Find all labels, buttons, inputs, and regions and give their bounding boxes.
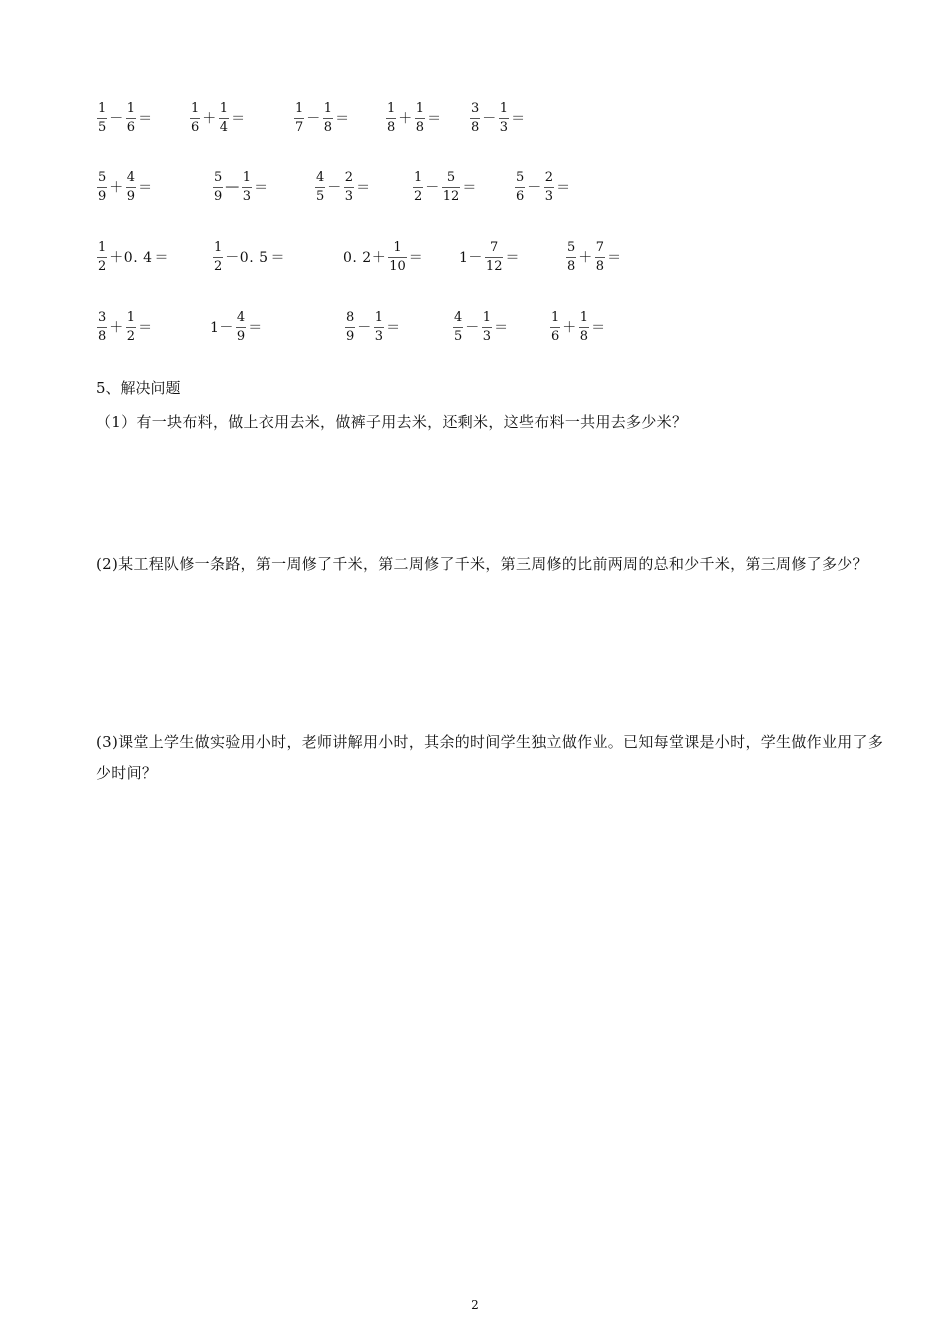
numerator: 1 xyxy=(98,239,107,255)
operator: － xyxy=(327,180,342,196)
denominator: 3 xyxy=(544,188,554,204)
denominator: 6 xyxy=(191,119,200,135)
numerator: 1 xyxy=(579,309,589,325)
denominator: 9 xyxy=(98,188,107,204)
denominator: 8 xyxy=(415,119,425,135)
denominator: 8 xyxy=(471,119,480,135)
numerator: 1 xyxy=(126,309,136,325)
fraction xyxy=(242,171,252,204)
equals-sign: ＝ xyxy=(505,250,520,266)
denominator: 2 xyxy=(98,258,107,274)
exercise-2-4 xyxy=(412,162,478,212)
equals-sign: ＝ xyxy=(607,250,622,266)
fraction xyxy=(482,311,492,344)
fraction xyxy=(566,241,576,274)
fraction xyxy=(190,102,200,135)
fraction xyxy=(236,311,246,344)
denominator: 6 xyxy=(551,328,560,344)
equals-sign: ＝ xyxy=(138,320,153,336)
exercise-3-5 xyxy=(565,232,623,282)
denominator: 8 xyxy=(98,328,107,344)
equals-sign: ＝ xyxy=(494,320,509,336)
denominator: 5 xyxy=(454,328,463,344)
operator: ＋ xyxy=(398,111,413,127)
operator: － xyxy=(425,180,440,196)
numerator: 1 xyxy=(98,100,107,116)
exercise-2-3 xyxy=(314,162,372,212)
fraction xyxy=(97,311,107,344)
equals-sign: ＝ xyxy=(386,320,401,336)
exercise-row-3 xyxy=(0,232,950,282)
equals-sign: ＝ xyxy=(335,111,350,127)
exercise-2-1 xyxy=(96,162,154,212)
numerator: 1 xyxy=(393,239,402,255)
fraction xyxy=(323,102,333,135)
exercise-1-2 xyxy=(189,93,247,143)
exercise-2-5 xyxy=(514,162,572,212)
numerator: 1 xyxy=(551,309,560,325)
operator: － xyxy=(482,111,497,127)
denominator: 3 xyxy=(499,119,509,135)
operator: ＋ xyxy=(562,320,577,336)
operator: ＋ xyxy=(109,180,124,196)
exercise-1-4 xyxy=(385,93,443,143)
numerator: 4 xyxy=(316,169,325,185)
denominator: 7 xyxy=(295,119,304,135)
fraction xyxy=(97,171,107,204)
fraction xyxy=(470,102,480,135)
exercise-3-2 xyxy=(212,232,286,282)
fraction xyxy=(442,171,461,204)
denominator: 3 xyxy=(242,188,252,204)
numerator: 5 xyxy=(98,169,107,185)
denominator: 9 xyxy=(214,188,223,204)
numerator: 5 xyxy=(516,169,525,185)
expr-prefix: 1－ xyxy=(210,320,234,336)
fraction xyxy=(126,171,136,204)
numerator: 1 xyxy=(219,100,229,116)
equals-sign: ＝ xyxy=(248,320,263,336)
numerator: 1 xyxy=(387,100,396,116)
denominator: 6 xyxy=(126,119,136,135)
fraction xyxy=(515,171,525,204)
equals-sign: ＝ xyxy=(138,111,153,127)
fraction xyxy=(550,311,560,344)
operator: － xyxy=(465,320,480,336)
numerator: 5 xyxy=(567,239,576,255)
numerator: 1 xyxy=(415,100,425,116)
exercise-1-1 xyxy=(96,93,154,143)
operator: －0. 5 xyxy=(225,250,269,266)
fraction xyxy=(213,171,223,204)
numerator: 4 xyxy=(454,309,463,325)
numerator: 2 xyxy=(544,169,554,185)
operator: ＋ xyxy=(109,320,124,336)
numerator: 1 xyxy=(482,309,492,325)
numerator: 5 xyxy=(214,169,223,185)
equals-sign: ＝ xyxy=(254,180,269,196)
numerator: 7 xyxy=(595,239,605,255)
problem-3: (3)课堂上学生做实验用小时，老师讲解用小时，其余的时间学生独立做作业。已知每堂课是小时，学生做作业用了多少时间？ xyxy=(96,733,884,782)
fraction xyxy=(374,311,384,344)
denominator: 8 xyxy=(579,328,589,344)
numerator: 4 xyxy=(236,309,246,325)
expr-prefix: 1－ xyxy=(459,250,483,266)
numerator: 1 xyxy=(323,100,333,116)
expr-prefix: 0. 2＋ xyxy=(343,250,387,266)
exercise-3-4 xyxy=(458,232,521,282)
fraction xyxy=(453,311,463,344)
equals-sign: ＝ xyxy=(138,180,153,196)
numerator: 2 xyxy=(344,169,354,185)
denominator: 12 xyxy=(442,188,460,204)
fraction xyxy=(126,102,136,135)
exercise-2-2 xyxy=(212,162,270,212)
problem-2: (2)某工程队修一条路，第一周修了千米，第二周修了千米，第三周修的比前两周的总和少千米，第三周修了多少？ xyxy=(96,555,868,573)
equals-sign: ＝ xyxy=(556,180,571,196)
fraction xyxy=(485,241,504,274)
operator: － xyxy=(527,180,542,196)
denominator: 4 xyxy=(219,119,229,135)
numerator: 1 xyxy=(242,169,252,185)
equals-sign: ＝ xyxy=(462,180,477,196)
denominator: 2 xyxy=(126,328,136,344)
denominator: 8 xyxy=(567,258,576,274)
fraction xyxy=(499,102,509,135)
equals-sign: ＝ xyxy=(427,111,442,127)
fraction xyxy=(388,241,407,274)
fraction xyxy=(544,171,554,204)
numerator: 1 xyxy=(214,239,223,255)
denominator: 3 xyxy=(482,328,492,344)
page-number: 2 xyxy=(471,1298,479,1312)
denominator: 8 xyxy=(323,119,333,135)
numerator: 1 xyxy=(126,100,136,116)
fraction xyxy=(97,241,107,274)
denominator: 3 xyxy=(344,188,354,204)
numerator: 8 xyxy=(346,309,355,325)
equals-sign: ＝ xyxy=(356,180,371,196)
problem-1: （1）有一块布料，做上衣用去米，做裤子用去米，还剩米，这些布料一共用去多少米？ xyxy=(96,413,688,431)
denominator: 8 xyxy=(595,258,605,274)
exercise-3-1 xyxy=(96,232,170,282)
exercise-1-3 xyxy=(293,93,351,143)
exercise-row-2 xyxy=(0,162,950,212)
exercise-row-4 xyxy=(0,302,950,352)
numerator: 5 xyxy=(446,169,456,185)
denominator: 5 xyxy=(98,119,107,135)
fraction xyxy=(386,102,396,135)
operator: — xyxy=(225,179,240,195)
denominator: 12 xyxy=(485,258,503,274)
numerator: 1 xyxy=(374,309,384,325)
fraction xyxy=(413,171,423,204)
operator: ＋ xyxy=(578,250,593,266)
equals-sign: ＝ xyxy=(154,250,169,266)
numerator: 3 xyxy=(98,309,107,325)
equals-sign: ＝ xyxy=(231,111,246,127)
numerator: 4 xyxy=(126,169,136,185)
operator: － xyxy=(357,320,372,336)
fraction xyxy=(579,311,589,344)
operator: ＋0. 4 xyxy=(109,250,153,266)
exercise-1-5 xyxy=(469,93,527,143)
numerator: 1 xyxy=(295,100,304,116)
numerator: 7 xyxy=(490,239,499,255)
numerator: 1 xyxy=(499,100,509,116)
numerator: 1 xyxy=(414,169,423,185)
denominator: 3 xyxy=(374,328,384,344)
denominator: 6 xyxy=(516,188,525,204)
denominator: 9 xyxy=(236,328,246,344)
fraction xyxy=(345,311,355,344)
denominator: 9 xyxy=(126,188,136,204)
exercise-4-2 xyxy=(209,302,264,352)
exercise-4-1 xyxy=(96,302,154,352)
exercise-3-3 xyxy=(342,232,424,282)
exercise-4-3 xyxy=(344,302,402,352)
operator: ＋ xyxy=(202,111,217,127)
operator: － xyxy=(109,111,124,127)
fraction xyxy=(315,171,325,204)
denominator: 2 xyxy=(414,188,423,204)
denominator: 5 xyxy=(316,188,325,204)
denominator: 8 xyxy=(387,119,396,135)
numerator: 3 xyxy=(471,100,480,116)
fraction xyxy=(344,171,354,204)
fraction xyxy=(595,241,605,274)
section-heading: 5、解决问题 xyxy=(96,379,181,397)
fraction xyxy=(219,102,229,135)
equals-sign: ＝ xyxy=(591,320,606,336)
equals-sign: ＝ xyxy=(511,111,526,127)
fraction xyxy=(294,102,304,135)
operator: － xyxy=(306,111,321,127)
denominator: 10 xyxy=(389,258,406,274)
exercise-4-4 xyxy=(452,302,510,352)
numerator: 1 xyxy=(191,100,200,116)
fraction xyxy=(213,241,223,274)
fraction xyxy=(97,102,107,135)
fraction xyxy=(415,102,425,135)
fraction xyxy=(126,311,136,344)
exercise-4-5 xyxy=(549,302,607,352)
denominator: 2 xyxy=(214,258,223,274)
denominator: 9 xyxy=(346,328,355,344)
equals-sign: ＝ xyxy=(408,250,424,266)
equals-sign: ＝ xyxy=(270,250,285,266)
exercise-row-1 xyxy=(0,93,950,143)
